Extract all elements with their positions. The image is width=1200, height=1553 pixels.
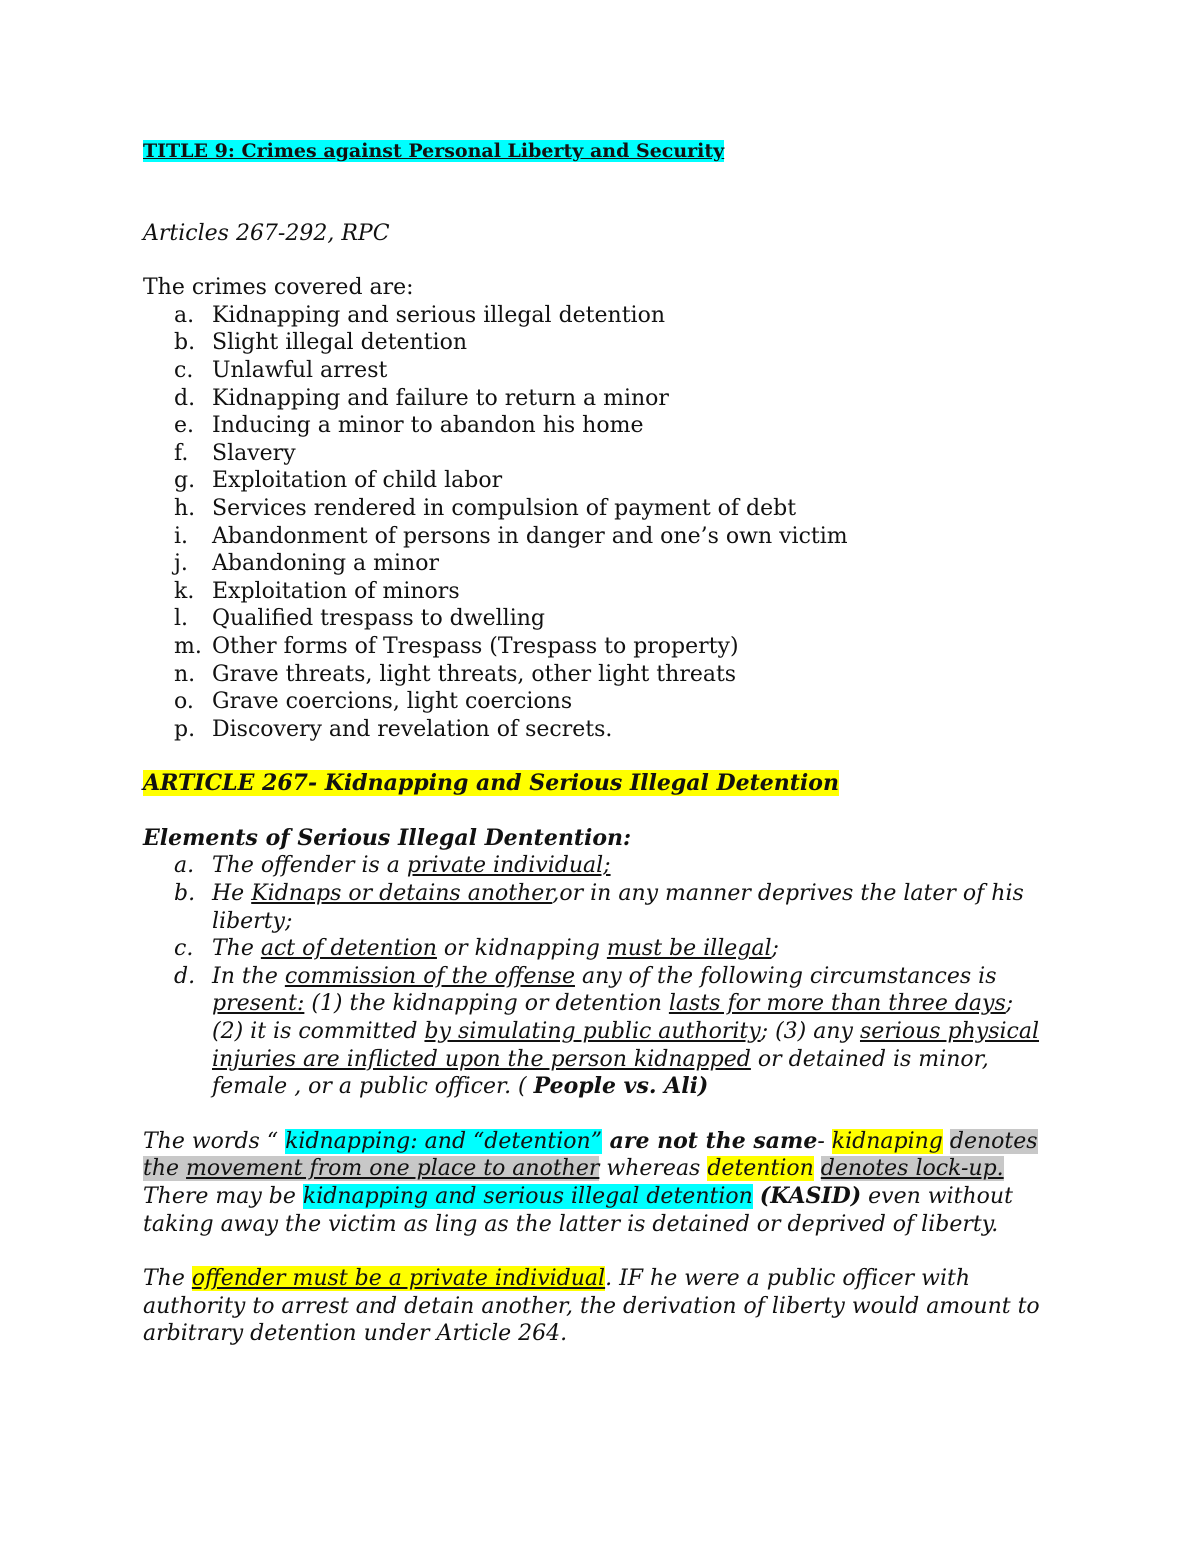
crime-list-item: h. Services rendered in compulsion of payment of debt — [174, 495, 797, 521]
crime-list-item: i. Abandonment of persons in danger and one’s own victim — [174, 523, 848, 549]
kasid-abbreviation: (KASID) — [759, 1183, 862, 1209]
crime-list-item: c. Unlawful arrest — [174, 357, 388, 383]
elements-heading: Elements of Serious Illegal Dentention: — [143, 824, 632, 851]
crimes-intro: The crimes covered are: — [143, 275, 414, 301]
words-distinction-paragraph: The words “ kidnapping: and “detention” are not the same- kidnaping denotes the movement from one place to another whereas detention denotes lock-up. There may be kidnapping and serious illegal detention (KASID) even without taking away the victim as ling as the latter is detained or deprived of liberty. — [143, 1127, 1038, 1237]
element-item: c. The act of detention or kidnapping must be illegal; — [174, 936, 779, 962]
crime-list-item: d. Kidnapping and failure to return a minor — [174, 385, 669, 411]
crime-list-item: b. Slight illegal detention — [174, 330, 468, 356]
element-item: a. The offender is a private individual; — [174, 853, 611, 879]
element-item: d. In the commission of the offense any of the following circumstances is present: (1) the kidnapping or detention lasts for more than three days; (2) it is committed by simulating public authority; (3) any serious physical injuries are inflicted upon the person kidnapped or detained is minor, female , or a public officer. ( People vs. Ali) — [174, 963, 1040, 1100]
element-item: b. He Kidnaps or detains another,or in any manner deprives the later of his liberty; — [174, 881, 1024, 934]
crime-list-item: g. Exploitation of child labor — [174, 468, 503, 494]
crime-list-item: a. Kidnapping and serious illegal detention — [174, 302, 665, 328]
crime-list-item: j. Abandoning a minor — [174, 551, 439, 577]
crime-list-item: o. Grave coercions, light coercions — [174, 689, 573, 715]
case-citation: People vs. Ali) — [533, 1073, 709, 1100]
elements-list — [143, 852, 1050, 1100]
crimes-list — [143, 302, 1050, 744]
crime-list-item: p. Discovery and revelation of secrets. — [174, 716, 613, 742]
crime-list-item: e. Inducing a minor to abandon his home — [174, 413, 644, 439]
document-title: TITLE 9: Crimes against Personal Liberty and Security — [143, 140, 725, 162]
article-heading: ARTICLE 267- Kidnapping and Serious Illegal Detention — [143, 770, 839, 797]
private-individual-paragraph: The offender must be a private individual. IF he were a public officer with authority to arrest and detain another, the derivation of liberty would amount to arbitrary detention under Article 264. — [143, 1266, 1040, 1347]
crime-list-item: m. Other forms of Trespass (Trespass to property) — [174, 633, 739, 659]
articles-reference: Articles 267-292, RPC — [143, 220, 390, 246]
crime-list-item: k. Exploitation of minors — [174, 578, 460, 604]
crime-list-item: f. Slavery — [174, 440, 296, 466]
crime-list-item: l. Qualified trespass to dwelling — [174, 606, 545, 632]
crime-list-item: n. Grave threats, light threats, other light threats — [174, 661, 737, 687]
